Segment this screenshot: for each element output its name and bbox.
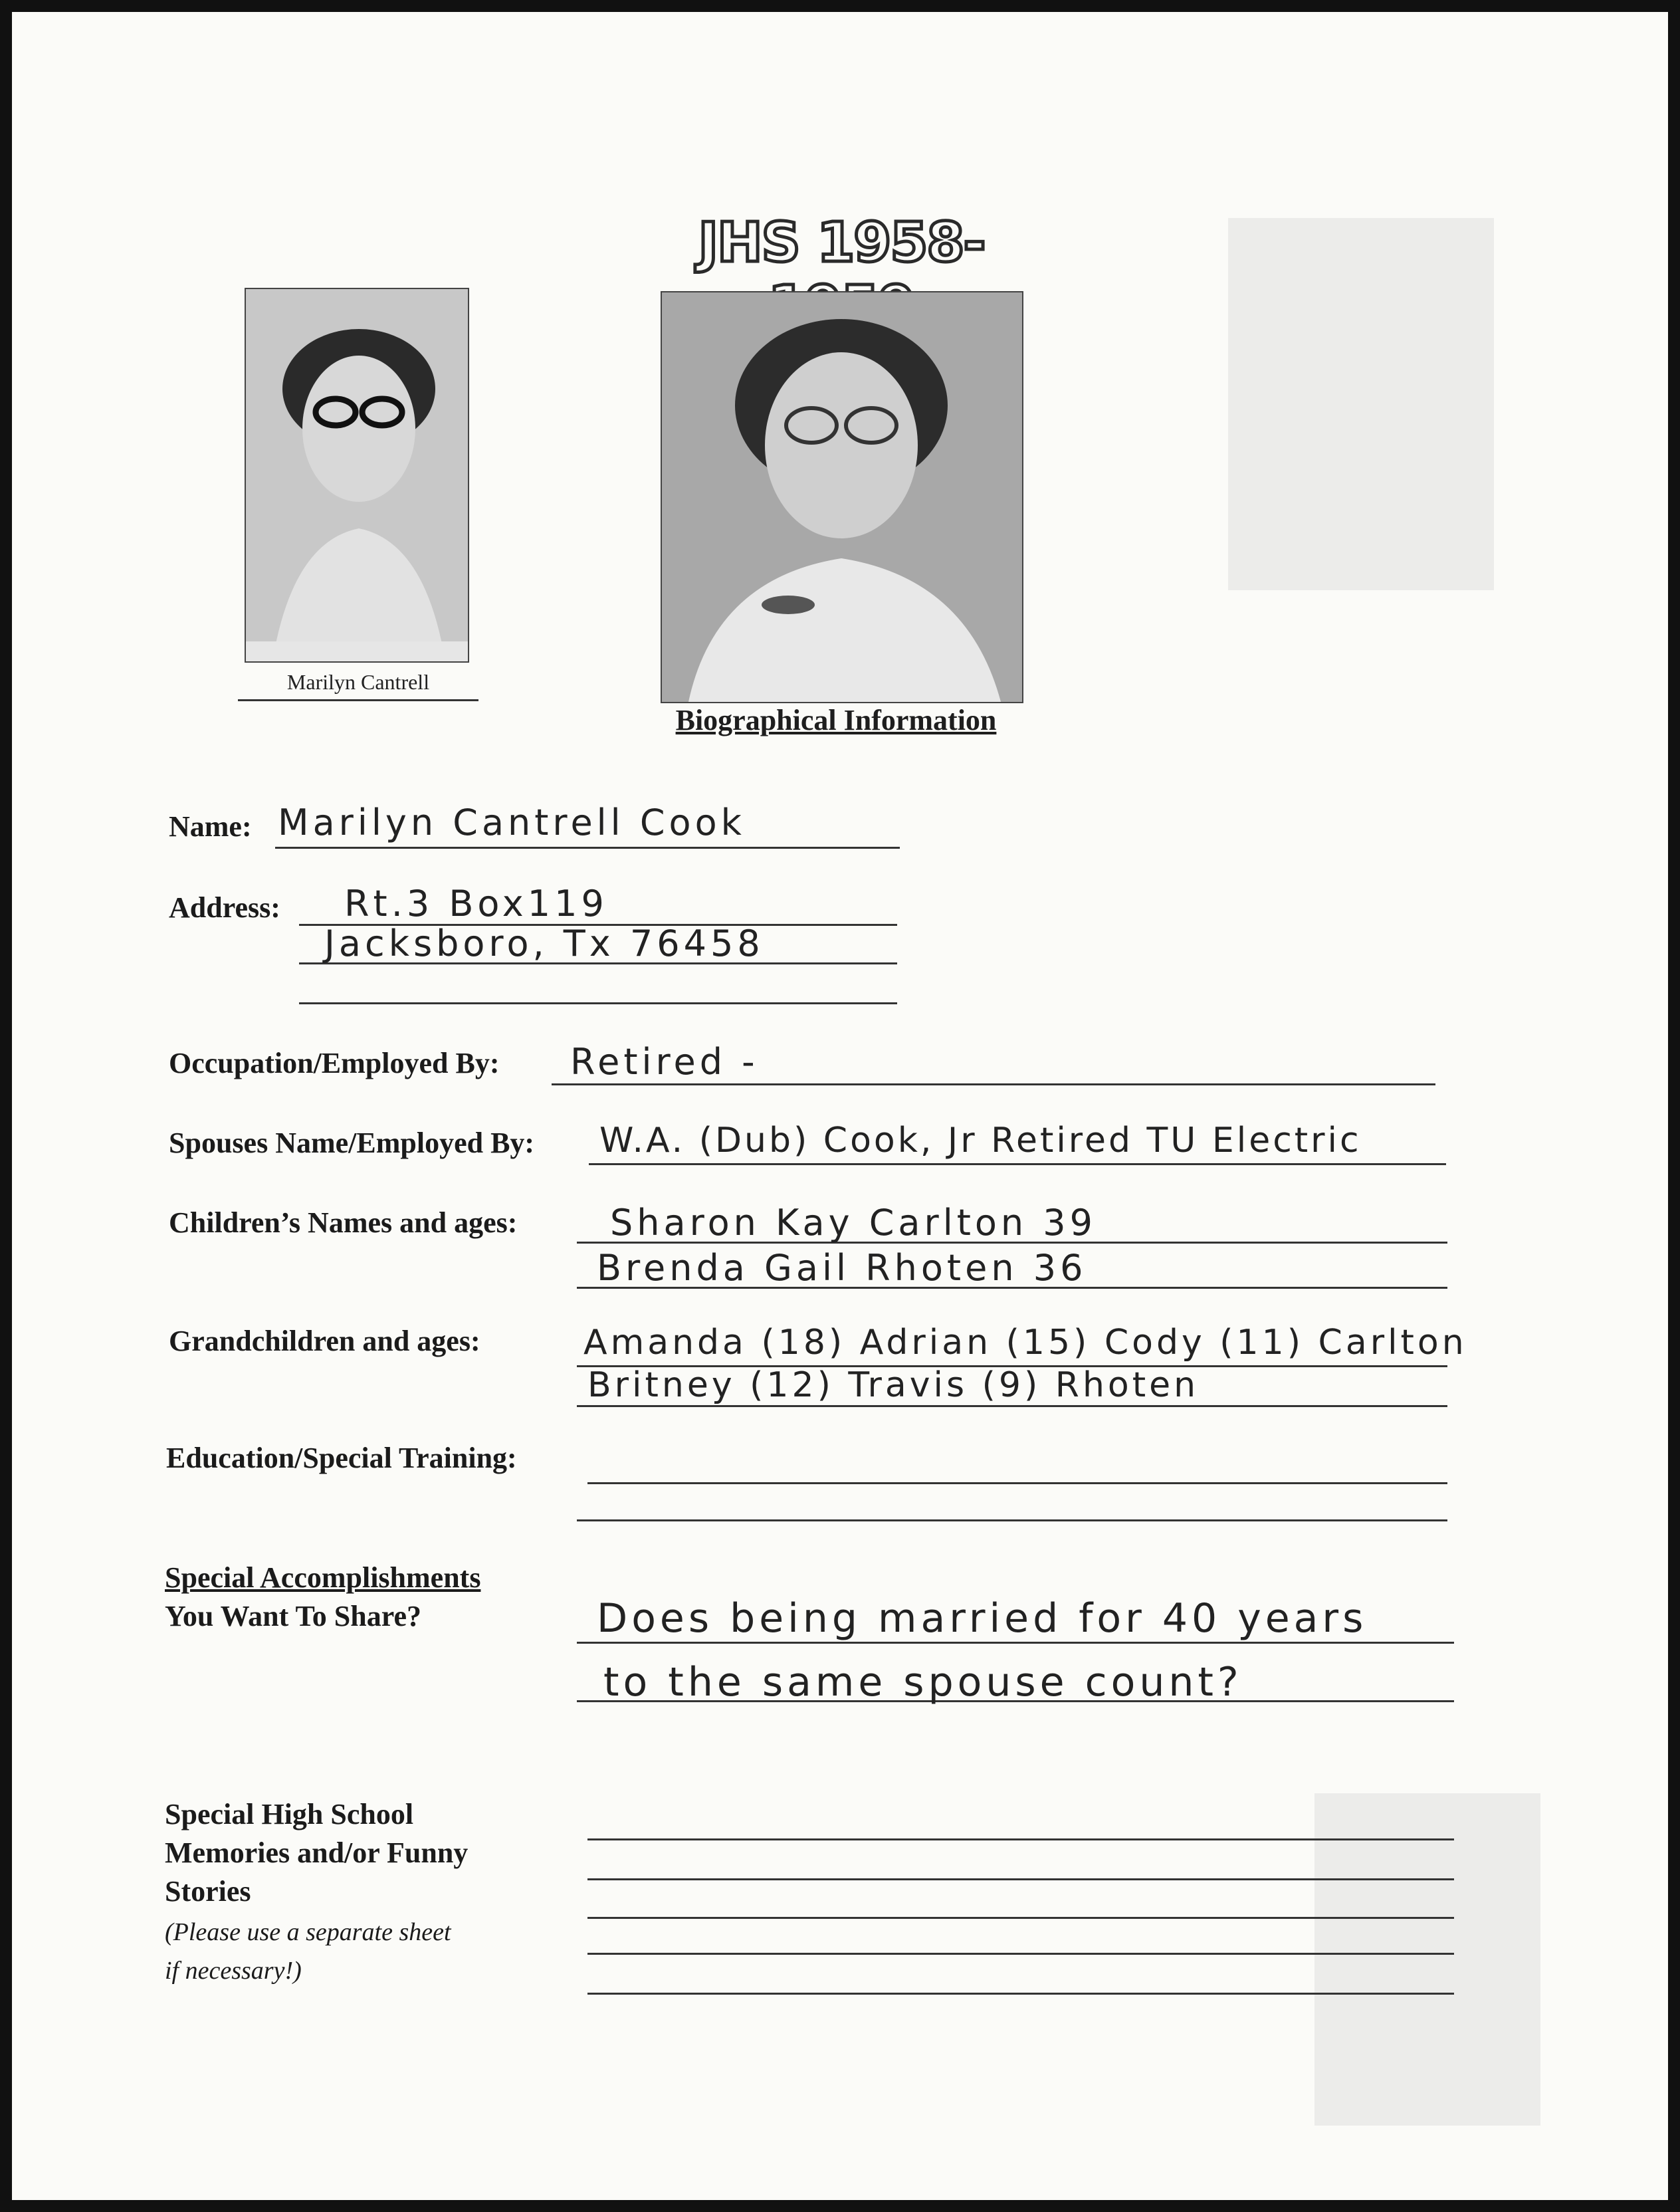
- accomplishments-value-1: Does being married for 40 years: [597, 1595, 1368, 1642]
- senior-photo: [245, 288, 469, 663]
- spouse-line: [589, 1163, 1446, 1165]
- address-value-1: Rt.3 Box119: [344, 883, 608, 925]
- memories-label-3: Stories: [165, 1875, 251, 1908]
- name-value: Marilyn Cantrell Cook: [278, 802, 746, 843]
- occupation-value: Retired -: [570, 1041, 759, 1083]
- section-title: Biographical Information: [675, 704, 997, 736]
- memories-label-1: Special High School: [165, 1798, 414, 1830]
- children-value-1: Sharon Kay Carlton 39: [610, 1202, 1097, 1244]
- spouse-label: Spouses Name/Employed By:: [169, 1127, 535, 1159]
- occupation-label: Occupation/Employed By:: [169, 1047, 500, 1079]
- memories-note-1: (Please use a separate sheet: [165, 1918, 451, 1946]
- current-photo: [661, 291, 1023, 703]
- education-line-2: [577, 1519, 1447, 1521]
- accomplishments-label-1: Special Accomplishments: [165, 1561, 481, 1594]
- occupation-line: [552, 1083, 1435, 1085]
- address-value-2: Jacksboro, Tx 76458: [324, 923, 764, 964]
- memories-line-5: [587, 1993, 1454, 1995]
- spouse-value: W.A. (Dub) Cook, Jr Retired TU Electric: [599, 1121, 1362, 1161]
- memories-line-3: [587, 1917, 1454, 1919]
- education-label: Education/Special Training:: [166, 1442, 517, 1474]
- grandchildren-value-2: Britney (12) Travis (9) Rhoten: [587, 1365, 1200, 1405]
- address-line-3: [299, 1002, 897, 1004]
- name-line: [275, 847, 900, 849]
- address-label: Address:: [169, 891, 280, 924]
- memories-label-2: Memories and/or Funny: [165, 1836, 469, 1869]
- form-page: [12, 12, 1668, 2200]
- accomplishments-label-2: You Want To Share?: [165, 1600, 421, 1632]
- photo-caption: Marilyn Cantrell: [238, 665, 478, 701]
- grandchildren-line-2: [577, 1405, 1447, 1407]
- bleed-through-photo: [1314, 1793, 1540, 2126]
- memories-line-1: [587, 1838, 1454, 1840]
- children-value-2: Brenda Gail Rhoten 36: [597, 1247, 1087, 1289]
- accomplishments-line-1: [577, 1642, 1454, 1644]
- yearbook-header: JHS 1958-: [698, 211, 985, 275]
- accomplishments-value-2: to the same spouse count?: [603, 1659, 1243, 1706]
- children-label: Children’s Names and ages:: [169, 1206, 518, 1239]
- grandchildren-value-1: Amanda (18) Adrian (15) Cody (11) Carlton: [583, 1323, 1467, 1363]
- name-label: Name:: [169, 810, 252, 843]
- memories-note-2: if necessary!): [165, 1957, 302, 1985]
- memories-line-4: [587, 1953, 1454, 1955]
- education-line-1: [587, 1482, 1447, 1484]
- grandchildren-label: Grandchildren and ages:: [169, 1325, 480, 1357]
- current-portrait-image: [662, 292, 1022, 702]
- bleed-through-photo: [1228, 218, 1494, 590]
- senior-portrait-image: [246, 289, 468, 661]
- memories-line-2: [587, 1878, 1454, 1880]
